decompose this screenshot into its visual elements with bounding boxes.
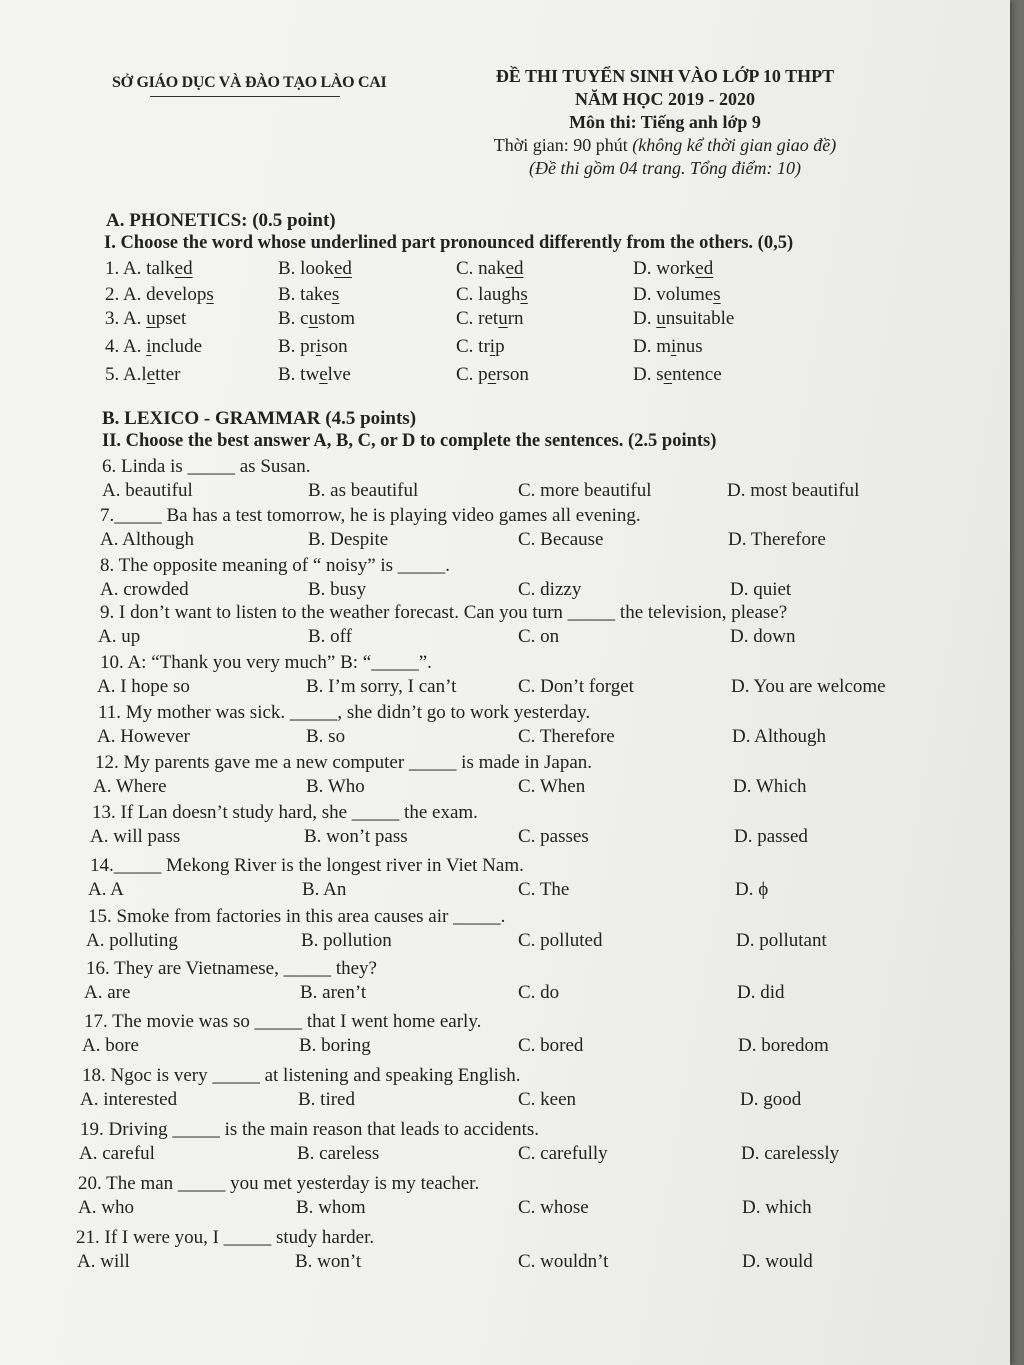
question-6-option-c: C. more beautiful bbox=[518, 480, 652, 501]
phonetics-q1-option-c: C. naked bbox=[456, 258, 524, 279]
question-13-option-c: C. passes bbox=[518, 826, 589, 847]
section-a-title: A. PHONETICS: (0.5 point) bbox=[106, 210, 336, 231]
question-6-option-a: A. beautiful bbox=[102, 480, 193, 501]
question-12-option-b: B. Who bbox=[306, 776, 365, 797]
phonetics-q3-option-a: 3. A. upset bbox=[105, 308, 187, 329]
question-12-option-c: C. When bbox=[518, 776, 586, 797]
question-13-stem: 13. If Lan doesn’t study hard, she _____ the exam. bbox=[92, 802, 478, 823]
question-20-option-b: B. whom bbox=[296, 1197, 366, 1218]
question-16-option-c: C. do bbox=[518, 982, 560, 1003]
question-18-option-d: D. good bbox=[740, 1089, 802, 1110]
question-18-option-c: C. keen bbox=[518, 1089, 577, 1110]
question-17-option-d: D. boredom bbox=[738, 1035, 829, 1056]
phonetics-q2-option-b: B. takes bbox=[278, 284, 340, 305]
question-17-stem: 17. The movie was so _____ that I went home early. bbox=[84, 1011, 482, 1032]
phonetics-q5-option-d: D. sentence bbox=[633, 364, 722, 385]
question-11-option-a: A. However bbox=[97, 726, 190, 747]
question-21-option-c: C. wouldn’t bbox=[518, 1251, 609, 1272]
phonetics-q5-option-c: C. person bbox=[456, 364, 529, 385]
question-10-option-a: A. I hope so bbox=[97, 676, 190, 697]
exam-header bbox=[430, 66, 900, 179]
question-11-stem: 11. My mother was sick. _____, she didn’t go to work yesterday. bbox=[98, 702, 591, 723]
question-10-option-d: D. You are welcome bbox=[731, 676, 886, 697]
question-13-option-d: D. passed bbox=[734, 826, 808, 847]
question-10-option-b: B. I’m sorry, I can’t bbox=[306, 676, 457, 697]
question-20-stem: 20. The man _____ you met yesterday is my teacher. bbox=[78, 1173, 480, 1194]
question-14-option-d: D. ϕ bbox=[735, 879, 769, 900]
question-21-option-d: D. would bbox=[742, 1251, 813, 1272]
question-21-stem: 21. If I were you, I _____ study harder. bbox=[76, 1227, 375, 1248]
question-14-stem: 14._____ Mekong River is the longest river in Viet Nam. bbox=[90, 855, 524, 876]
question-19-option-c: C. carefully bbox=[518, 1143, 608, 1164]
question-16-option-a: A. are bbox=[84, 982, 131, 1003]
phonetics-q1-option-d: D. worked bbox=[633, 258, 714, 279]
question-10-stem: 10. A: “Thank you very much” B: “_____”. bbox=[100, 652, 432, 673]
exam-time bbox=[430, 135, 900, 156]
question-10-option-c: C. Don’t forget bbox=[518, 676, 634, 697]
school-underline bbox=[150, 96, 340, 97]
question-19-option-d: D. carelessly bbox=[741, 1143, 840, 1164]
question-6-option-d: D. most beautiful bbox=[727, 480, 860, 501]
phonetics-q4-option-d: D. minus bbox=[633, 336, 703, 357]
question-16-option-b: B. aren’t bbox=[300, 982, 367, 1003]
question-15-option-c: C. polluted bbox=[518, 930, 603, 951]
question-8-option-d: D. quiet bbox=[730, 579, 792, 600]
question-19-stem: 19. Driving _____ is the main reason that leads to accidents. bbox=[80, 1119, 540, 1140]
question-7-option-b: B. Despite bbox=[308, 529, 389, 550]
question-13-option-a: A. will pass bbox=[90, 826, 181, 847]
question-21-option-a: A. will bbox=[77, 1251, 130, 1272]
exam-year: NĂM HỌC 2019 - 2020 bbox=[575, 89, 755, 109]
question-8-option-c: C. dizzy bbox=[518, 579, 582, 600]
phonetics-q3-option-d: D. unsuitable bbox=[633, 308, 735, 329]
question-6-option-b: B. as beautiful bbox=[308, 480, 419, 501]
question-9-option-b: B. off bbox=[308, 626, 352, 647]
section-a-instruction: I. Choose the word whose underlined part pronounced differently from the others. (0,5) bbox=[104, 233, 794, 253]
exam-title: ĐỀ THI TUYỂN SINH VÀO LỚP 10 THPT bbox=[495, 66, 835, 86]
question-9-stem: 9. I don’t want to listen to the weather forecast. Can you turn _____ the television, please? bbox=[100, 602, 788, 623]
phonetics-q4-option-a: 4. A. include bbox=[105, 336, 203, 357]
question-8-stem: 8. The opposite meaning of “ noisy” is _____. bbox=[100, 555, 451, 576]
phonetics-q4-option-b: B. prison bbox=[278, 336, 348, 357]
question-9-option-d: D. down bbox=[730, 626, 796, 647]
question-8-option-b: B. busy bbox=[308, 579, 367, 600]
question-17-option-a: A. bore bbox=[82, 1035, 139, 1056]
question-19-option-b: B. careless bbox=[297, 1143, 380, 1164]
phonetics-q1-option-a: 1. A. talked bbox=[105, 258, 193, 279]
question-15-option-a: A. polluting bbox=[86, 930, 178, 951]
phonetics-q4-option-c: C. trip bbox=[456, 336, 505, 357]
question-12-stem: 12. My parents gave me a new computer _____ is made in Japan. bbox=[95, 752, 593, 773]
question-20-option-a: A. who bbox=[78, 1197, 134, 1218]
question-12-option-d: D. Which bbox=[733, 776, 807, 797]
phonetics-q5-option-b: B. twelve bbox=[278, 364, 351, 385]
question-20-option-d: D. which bbox=[742, 1197, 812, 1218]
question-21-option-b: B. won’t bbox=[295, 1251, 362, 1272]
question-20-option-c: C. whose bbox=[518, 1197, 589, 1218]
phonetics-q3-option-b: B. custom bbox=[278, 308, 356, 329]
exam-time-note: (không kể thời gian giao đề) bbox=[632, 135, 837, 155]
question-11-option-c: C. Therefore bbox=[518, 726, 615, 747]
exam-time-text: Thời gian: 90 phút bbox=[493, 135, 628, 155]
question-6-stem: 6. Linda is _____ as Susan. bbox=[102, 456, 311, 477]
question-14-option-c: C. The bbox=[518, 879, 570, 900]
question-7-option-d: D. Therefore bbox=[728, 529, 826, 550]
question-11-option-d: D. Although bbox=[732, 726, 826, 747]
phonetics-q2-option-d: D. volumes bbox=[633, 284, 721, 305]
phonetics-q1-option-b: B. looked bbox=[278, 258, 352, 279]
question-15-option-d: D. pollutant bbox=[736, 930, 827, 951]
question-12-option-a: A. Where bbox=[93, 776, 167, 797]
question-7-stem: 7._____ Ba has a test tomorrow, he is playing video games all evening. bbox=[100, 505, 641, 526]
question-16-stem: 16. They are Vietnamese, _____ they? bbox=[86, 958, 377, 979]
question-18-stem: 18. Ngoc is very _____ at listening and speaking English. bbox=[82, 1065, 521, 1086]
section-b-instruction: II. Choose the best answer A, B, C, or D to complete the sentences. (2.5 points) bbox=[102, 431, 717, 451]
phonetics-q2-option-c: C. laughs bbox=[456, 284, 528, 305]
question-11-option-b: B. so bbox=[306, 726, 346, 747]
question-19-option-a: A. careful bbox=[79, 1143, 155, 1164]
question-18-option-b: B. tired bbox=[298, 1089, 355, 1110]
phonetics-q2-option-a: 2. A. develops bbox=[105, 284, 214, 305]
question-13-option-b: B. won’t pass bbox=[304, 826, 408, 847]
phonetics-q3-option-c: C. return bbox=[456, 308, 524, 329]
question-8-option-a: A. crowded bbox=[100, 579, 189, 600]
question-17-option-c: C. bored bbox=[518, 1035, 584, 1056]
question-7-option-c: C. Because bbox=[518, 529, 604, 550]
phonetics-q5-option-a: 5. A.letter bbox=[105, 364, 181, 385]
question-16-option-d: D. did bbox=[737, 982, 785, 1003]
question-7-option-a: A. Although bbox=[100, 529, 194, 550]
question-14-option-b: B. An bbox=[302, 879, 347, 900]
question-18-option-a: A. interested bbox=[80, 1089, 178, 1110]
school-name: SỞ GIÁO DỤC VÀ ĐÀO TẠO LÀO CAI bbox=[112, 74, 387, 91]
question-17-option-b: B. boring bbox=[299, 1035, 371, 1056]
question-9-option-c: C. on bbox=[518, 626, 560, 647]
section-b-title: B. LEXICO - GRAMMAR (4.5 points) bbox=[102, 408, 417, 429]
question-15-stem: 15. Smoke from factories in this area causes air _____. bbox=[88, 906, 506, 927]
question-14-option-a: A. A bbox=[88, 879, 124, 900]
exam-subject: Môn thi: Tiếng anh lớp 9 bbox=[569, 112, 761, 132]
exam-pages-note: (Đề thi gồm 04 trang. Tổng điểm: 10) bbox=[529, 158, 801, 178]
question-15-option-b: B. pollution bbox=[301, 930, 392, 951]
question-9-option-a: A. up bbox=[98, 626, 141, 647]
